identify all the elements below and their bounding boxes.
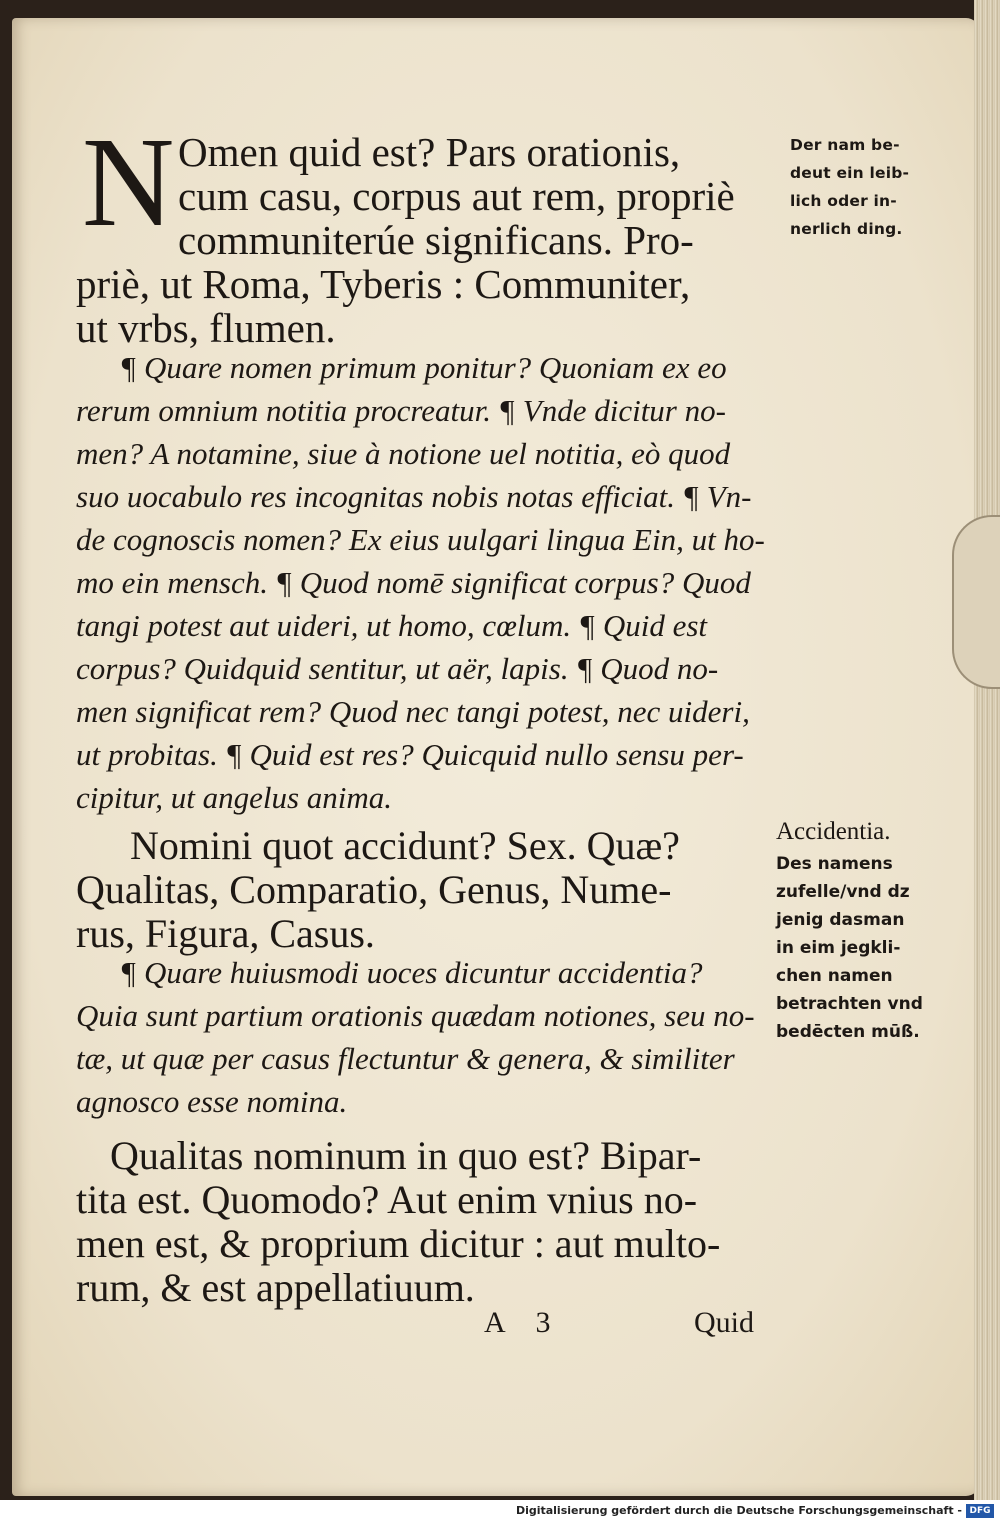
- signature-mark: A 3: [484, 1306, 551, 1339]
- text-line: priè, ut Roma, Tyberis : Communiter,: [76, 261, 691, 307]
- text-line: de cognoscis nomen? Ex eius uulgari lingua Ein, ut ho-: [76, 522, 765, 557]
- margin-gloss-line: Der nam be-: [790, 136, 900, 154]
- margin-gloss-line: jenig dasman: [776, 910, 905, 930]
- text-line: tangi potest aut uideri, ut homo, cœlum. ¶ Quid est: [76, 608, 708, 643]
- margin-gloss-line: bedēcten mūß.: [776, 1022, 920, 1042]
- margin-heading: Accidentia.: [776, 818, 891, 845]
- text-line: Qualitas nominum in quo est? Bipar-: [110, 1133, 702, 1178]
- text-line: tita est. Quomodo? Aut enim vnius no-: [76, 1177, 698, 1222]
- funding-footer: [0, 1500, 1000, 1522]
- text-line: men significat rem? Quod nec tangi potest, nec uideri,: [76, 694, 750, 729]
- dfg-logo-icon[interactable]: DFG: [966, 1504, 994, 1518]
- text-line: men? A notamine, siue à notione uel notitia, eò quod: [76, 436, 731, 471]
- text-line: rerum omnium notitia procreatur. ¶ Vnde dicitur no-: [76, 393, 726, 428]
- text-line: ¶ Quare nomen primum ponitur? Quoniam ex eo: [120, 350, 727, 385]
- margin-gloss-line: betrachten vnd: [776, 994, 923, 1014]
- text-line: mo ein mensch. ¶ Quod nomē significat corpus? Quod: [76, 565, 751, 600]
- margin-gloss-line: in eim jegkli-: [776, 938, 901, 958]
- text-line: ut probitas. ¶ Quid est res? Quicquid nullo sensu per-: [76, 737, 744, 772]
- margin-gloss-line: Des namens: [776, 854, 893, 874]
- text-line: rum, & est appellatiuum.: [76, 1265, 475, 1310]
- text-line: men est, & proprium dicitur : aut multo-: [76, 1221, 721, 1266]
- text-line: tæ, ut quæ per casus flectuntur & genera, & similiter: [76, 1041, 735, 1076]
- text-line: ut vrbs, flumen.: [76, 305, 336, 351]
- catchword: Quid: [694, 1306, 754, 1339]
- margin-gloss-line: deut ein leib-: [790, 164, 910, 182]
- text-line: agnosco esse nomina.: [76, 1084, 348, 1119]
- text-line: rus, Figura, Casus.: [76, 911, 375, 956]
- margin-gloss-line: nerlich ding.: [790, 220, 903, 238]
- text-line: corpus? Quidquid sentitur, ut aër, lapis. ¶ Quod no-: [76, 651, 719, 686]
- text-line: Qualitas, Comparatio, Genus, Nume-: [76, 867, 672, 912]
- text-line: cum casu, corpus aut rem, propriè: [178, 173, 735, 219]
- drop-capital: N: [82, 111, 175, 253]
- page-edges: [974, 0, 1000, 1500]
- footer-credit: Digitalisierung gefördert durch die Deutsche Forschungsgemeinschaft -: [515, 1504, 962, 1517]
- text-line: Quia sunt partium orationis quædam notiones, seu no-: [76, 998, 755, 1033]
- text-line: communiterúe significans. Pro-: [178, 217, 694, 263]
- text-line: ¶ Quare huiusmodi uoces dicuntur accidentia?: [120, 955, 703, 990]
- text-line: cipitur, ut angelus anima.: [76, 780, 393, 815]
- text-line: Nomini quot accidunt? Sex. Quæ?: [130, 823, 680, 868]
- margin-gloss-line: lich oder in-: [790, 192, 897, 210]
- text-line: Omen quid est? Pars orationis,: [178, 129, 681, 175]
- text-line: suo uocabulo res incognitas nobis notas efficiat. ¶ Vn-: [76, 479, 752, 514]
- margin-gloss-line: chen namen: [776, 966, 893, 986]
- page-tab: [952, 515, 1000, 689]
- margin-gloss-line: zufelle/vnd dz: [776, 882, 910, 902]
